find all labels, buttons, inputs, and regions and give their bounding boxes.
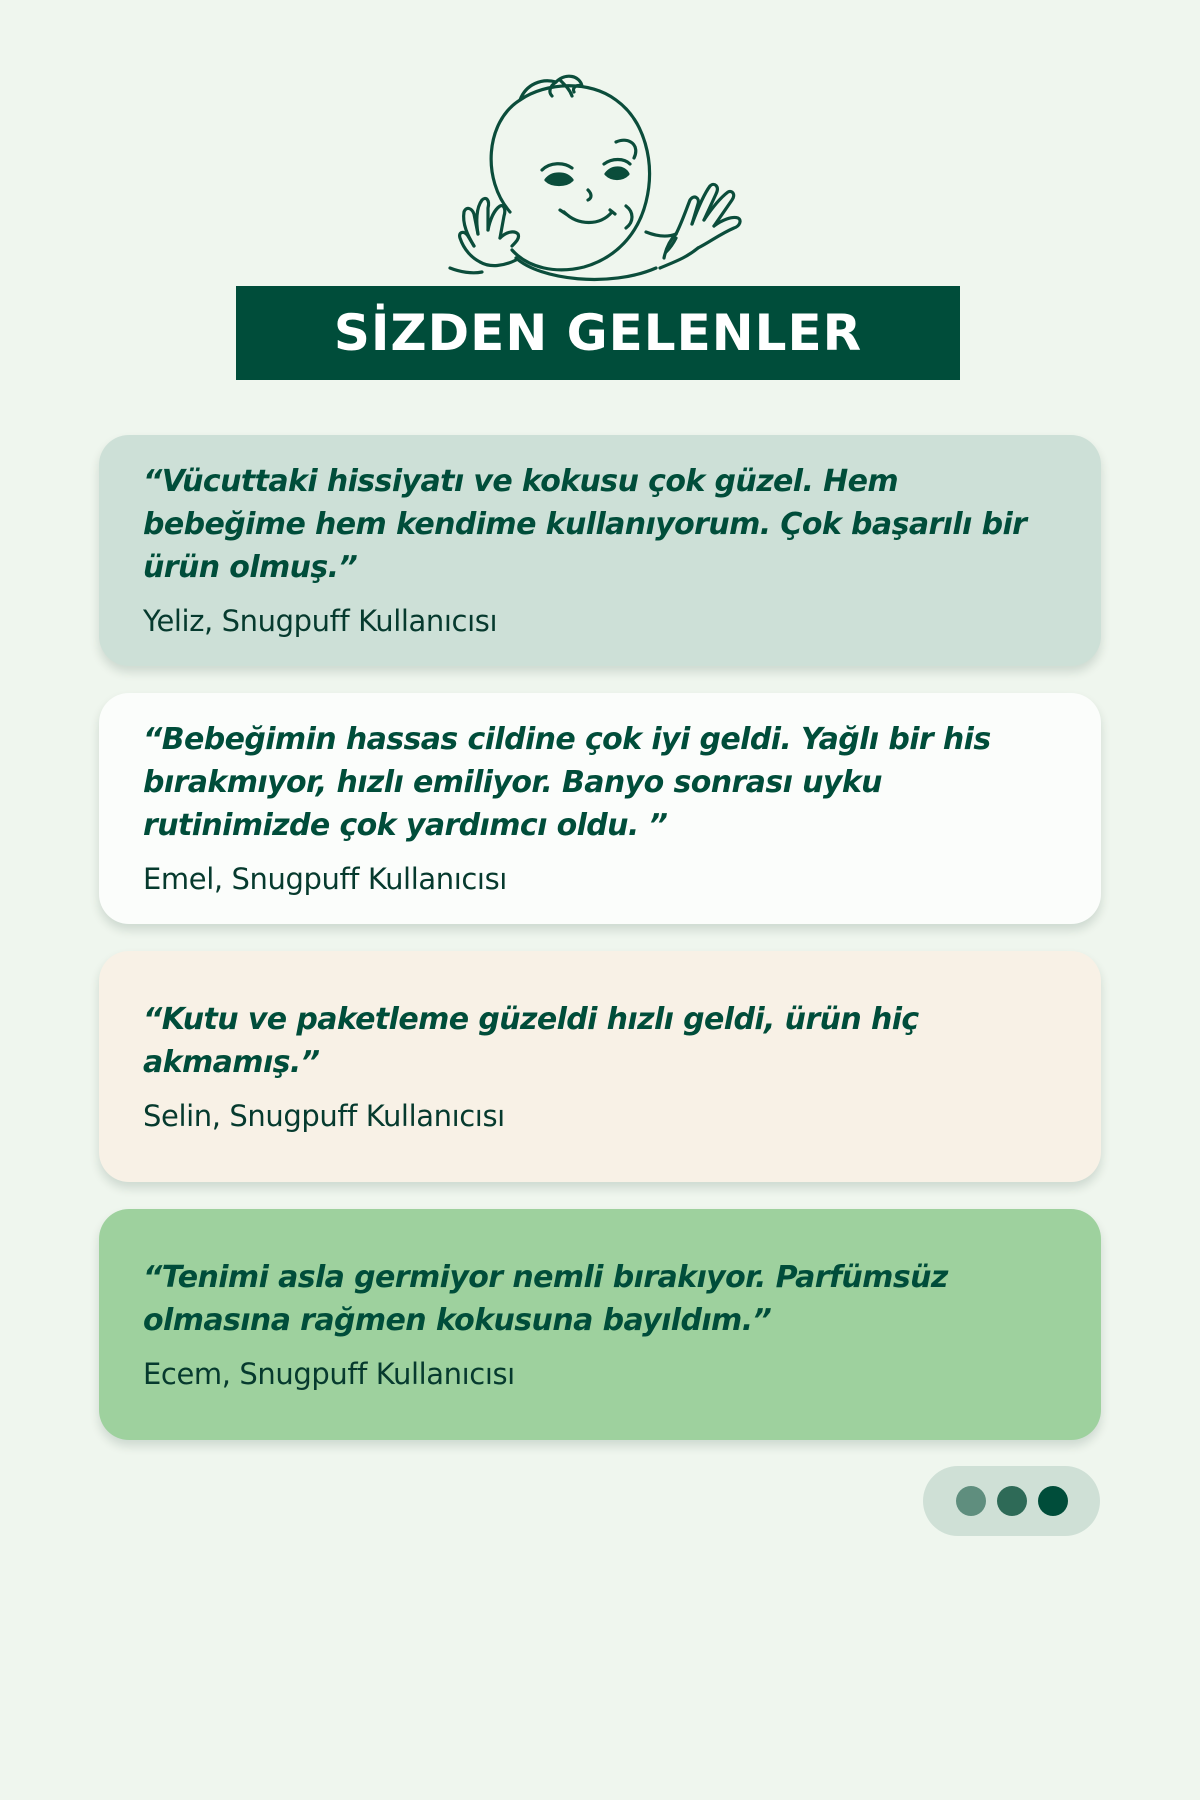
testimonial-card-yeliz [99,435,1101,666]
testimonial-author: Yeliz, Snugpuff Kullanıcısı [143,604,498,638]
waving-baby-icon [420,62,760,294]
testimonial-author: Selin, Snugpuff Kullanıcısı [143,1098,505,1133]
testimonial-card-ecem [99,1209,1101,1440]
testimonial-quote: “Vücuttaki hissiyatı ve kokusu çok güzel. Hem bebeğime hem kendime kullanıyorum. Çok başarılı bir ürün olmuş.” [143,464,1027,585]
testimonial-quote: “Kutu ve paketleme güzeldi hızlı geldi, ürün hiç akmamış.” [143,1001,919,1080]
testimonial-card-emel [99,693,1101,924]
title-banner [236,286,960,380]
pagination-dot-1[interactable] [956,1486,986,1516]
testimonial-author: Ecem, Snugpuff Kullanıcısı [143,1356,515,1391]
testimonial-author: Emel, Snugpuff Kullanıcısı [143,862,507,896]
page-title: SİZDEN GELENLER [333,304,863,362]
testimonial-list [99,435,1101,1467]
testimonial-quote: “Tenimi asla germiyor nemli bırakıyor. Parfümsüz olmasına rağmen kokusuna bayıldım.” [143,1259,948,1338]
pagination-dot-2[interactable] [997,1486,1027,1516]
carousel-pagination [923,1466,1100,1536]
testimonial-quote: “Bebeğimin hassas cildine çok iyi geldi. Yağlı bir his bırakmıyor, hızlı emiliyor. Banyo sonrası uyku rutinimizde çok yardımcı oldu. ” [143,722,991,843]
pagination-dot-3-active[interactable] [1038,1486,1068,1516]
testimonial-card-selin [99,951,1101,1182]
